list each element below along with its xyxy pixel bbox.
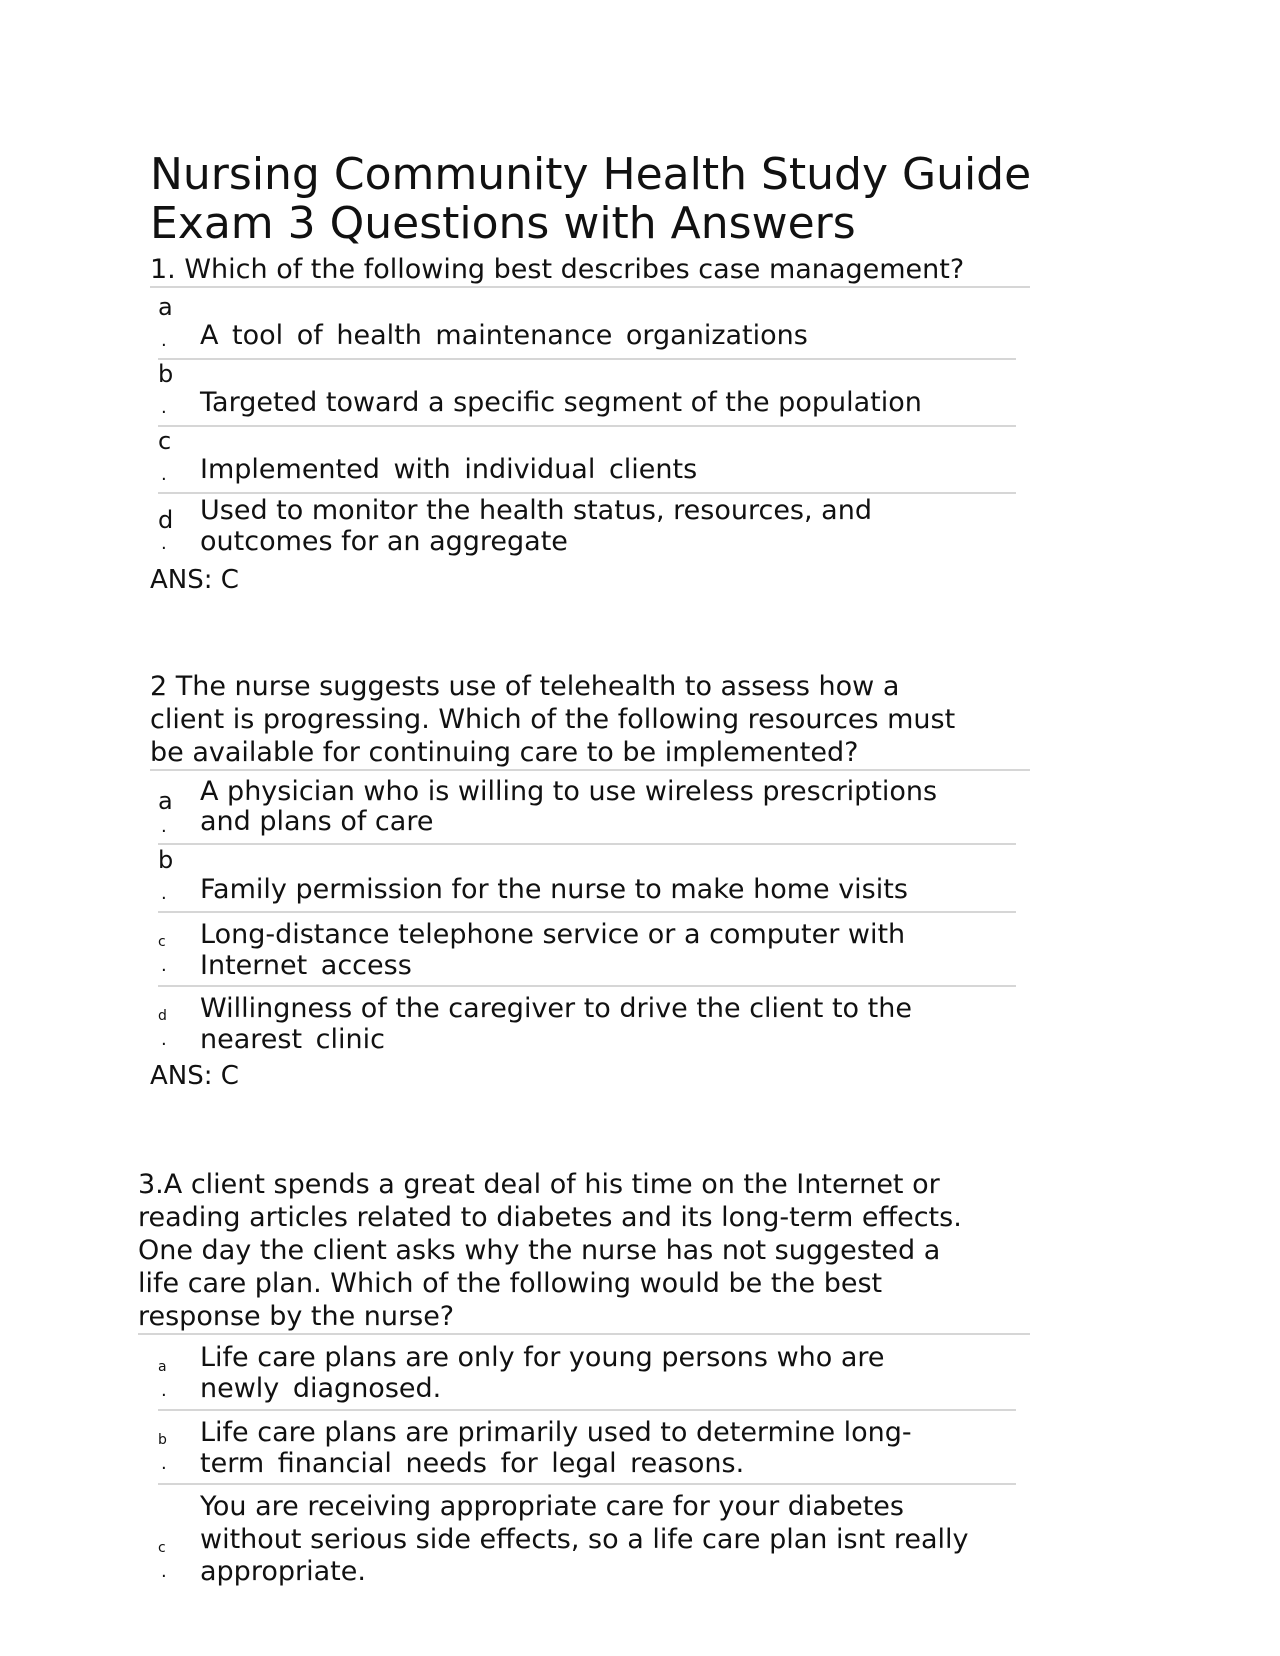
option-text-line-2: term financial needs for legal reasons. — [200, 1448, 745, 1479]
question-2-option-c — [158, 913, 1016, 987]
option-dot: . — [161, 883, 167, 904]
option-letter: c — [158, 1540, 166, 1556]
option-dot: . — [161, 816, 167, 837]
document-title — [150, 150, 1250, 248]
question-2-option-d — [158, 987, 1016, 1057]
option-text-line-1: Long-distance telephone service or a computer with — [200, 919, 906, 950]
option-text-line-1: Used to monitor the health status, resources, and — [200, 495, 872, 526]
title-line-2: Exam 3 Questions with Answers — [150, 198, 856, 249]
option-letter: a — [158, 787, 173, 815]
option-dot: . — [161, 1380, 167, 1401]
option-dot: . — [161, 533, 167, 554]
question-2-answer: ANS: C — [150, 1061, 239, 1091]
option-text: A tool of health maintenance organizations — [200, 320, 808, 351]
question-3-stem-line-4: life care plan. Which of the following would be the best — [138, 1268, 883, 1299]
option-text-line-1: Life care plans are only for young persons who are — [200, 1342, 885, 1373]
option-text: Implemented with individual clients — [200, 454, 698, 485]
question-2-option-b — [158, 845, 1016, 913]
question-2-stem-line-1: 2 The nurse suggests use of telehealth to assess how a — [150, 671, 900, 702]
option-letter: d — [158, 506, 174, 534]
option-letter: c — [158, 427, 172, 455]
option-dot: . — [161, 955, 167, 976]
option-text-line-1: Willingness of the caregiver to drive the client to the — [200, 993, 912, 1024]
question-3-stem-line-5: response by the nurse? — [138, 1301, 455, 1332]
option-dot: . — [161, 1561, 167, 1582]
option-letter: d — [158, 1008, 167, 1024]
option-text-line-2: without serious side effects, so a life care plan isnt really — [200, 1524, 969, 1555]
option-text: Family permission for the nurse to make home visits — [200, 874, 908, 905]
option-dot: . — [161, 464, 167, 485]
question-1-option-b — [158, 359, 1016, 427]
question-3-stem-line-2: reading articles related to diabetes and its long-term effects. — [138, 1202, 962, 1233]
question-1-answer: ANS: C — [150, 565, 239, 595]
question-2-stem-line-2: client is progressing. Which of the following resources must — [150, 704, 956, 735]
option-text-line-3: appropriate. — [200, 1556, 366, 1587]
option-text-line-1: A physician who is willing to use wireless prescriptions — [200, 776, 938, 807]
question-3-stem-line-1: 3.A client spends a great deal of his time on the Internet or — [138, 1169, 940, 1200]
option-text-line-2: outcomes for an aggregate — [200, 526, 568, 557]
option-text: Targeted toward a specific segment of the population — [200, 387, 922, 418]
question-3-stem-line-3: One day the client asks why the nurse has not suggested a — [138, 1235, 941, 1266]
option-text-line-2: newly diagnosed. — [200, 1373, 442, 1404]
option-text-line-1: You are receiving appropriate care for your diabetes — [200, 1491, 904, 1522]
question-3-stem — [138, 1168, 1030, 1335]
option-dot: . — [161, 330, 167, 351]
question-1-stem: 1. Which of the following best describes case management? — [150, 253, 1030, 288]
option-dot: . — [161, 397, 167, 418]
option-text-line-2: nearest clinic — [200, 1024, 385, 1055]
question-3-option-b — [158, 1411, 1016, 1485]
option-letter: a — [158, 293, 173, 321]
option-text-line-1: Life care plans are primarily used to determine long- — [200, 1417, 912, 1448]
option-letter: a — [158, 1359, 167, 1375]
option-dot: . — [161, 1453, 167, 1474]
option-dot: . — [161, 1029, 167, 1050]
question-3-option-a — [158, 1338, 1016, 1411]
question-1-option-a — [158, 292, 1016, 360]
question-1-option-c — [158, 426, 1016, 494]
option-letter: c — [158, 934, 166, 950]
option-text-line-2: and plans of care — [200, 806, 434, 837]
option-letter: b — [158, 1432, 167, 1448]
question-2-option-a — [158, 774, 1016, 845]
question-3-option-c — [158, 1485, 1016, 1589]
question-2-stem-line-3: be available for continuing care to be implemented? — [150, 737, 859, 768]
option-letter: b — [158, 360, 174, 388]
title-line-1: Nursing Community Health Study Guide — [150, 149, 1032, 200]
option-text-line-2: Internet access — [200, 950, 412, 981]
question-2-stem — [150, 670, 1030, 771]
question-1-option-d — [158, 493, 1016, 559]
option-letter: b — [158, 846, 174, 874]
